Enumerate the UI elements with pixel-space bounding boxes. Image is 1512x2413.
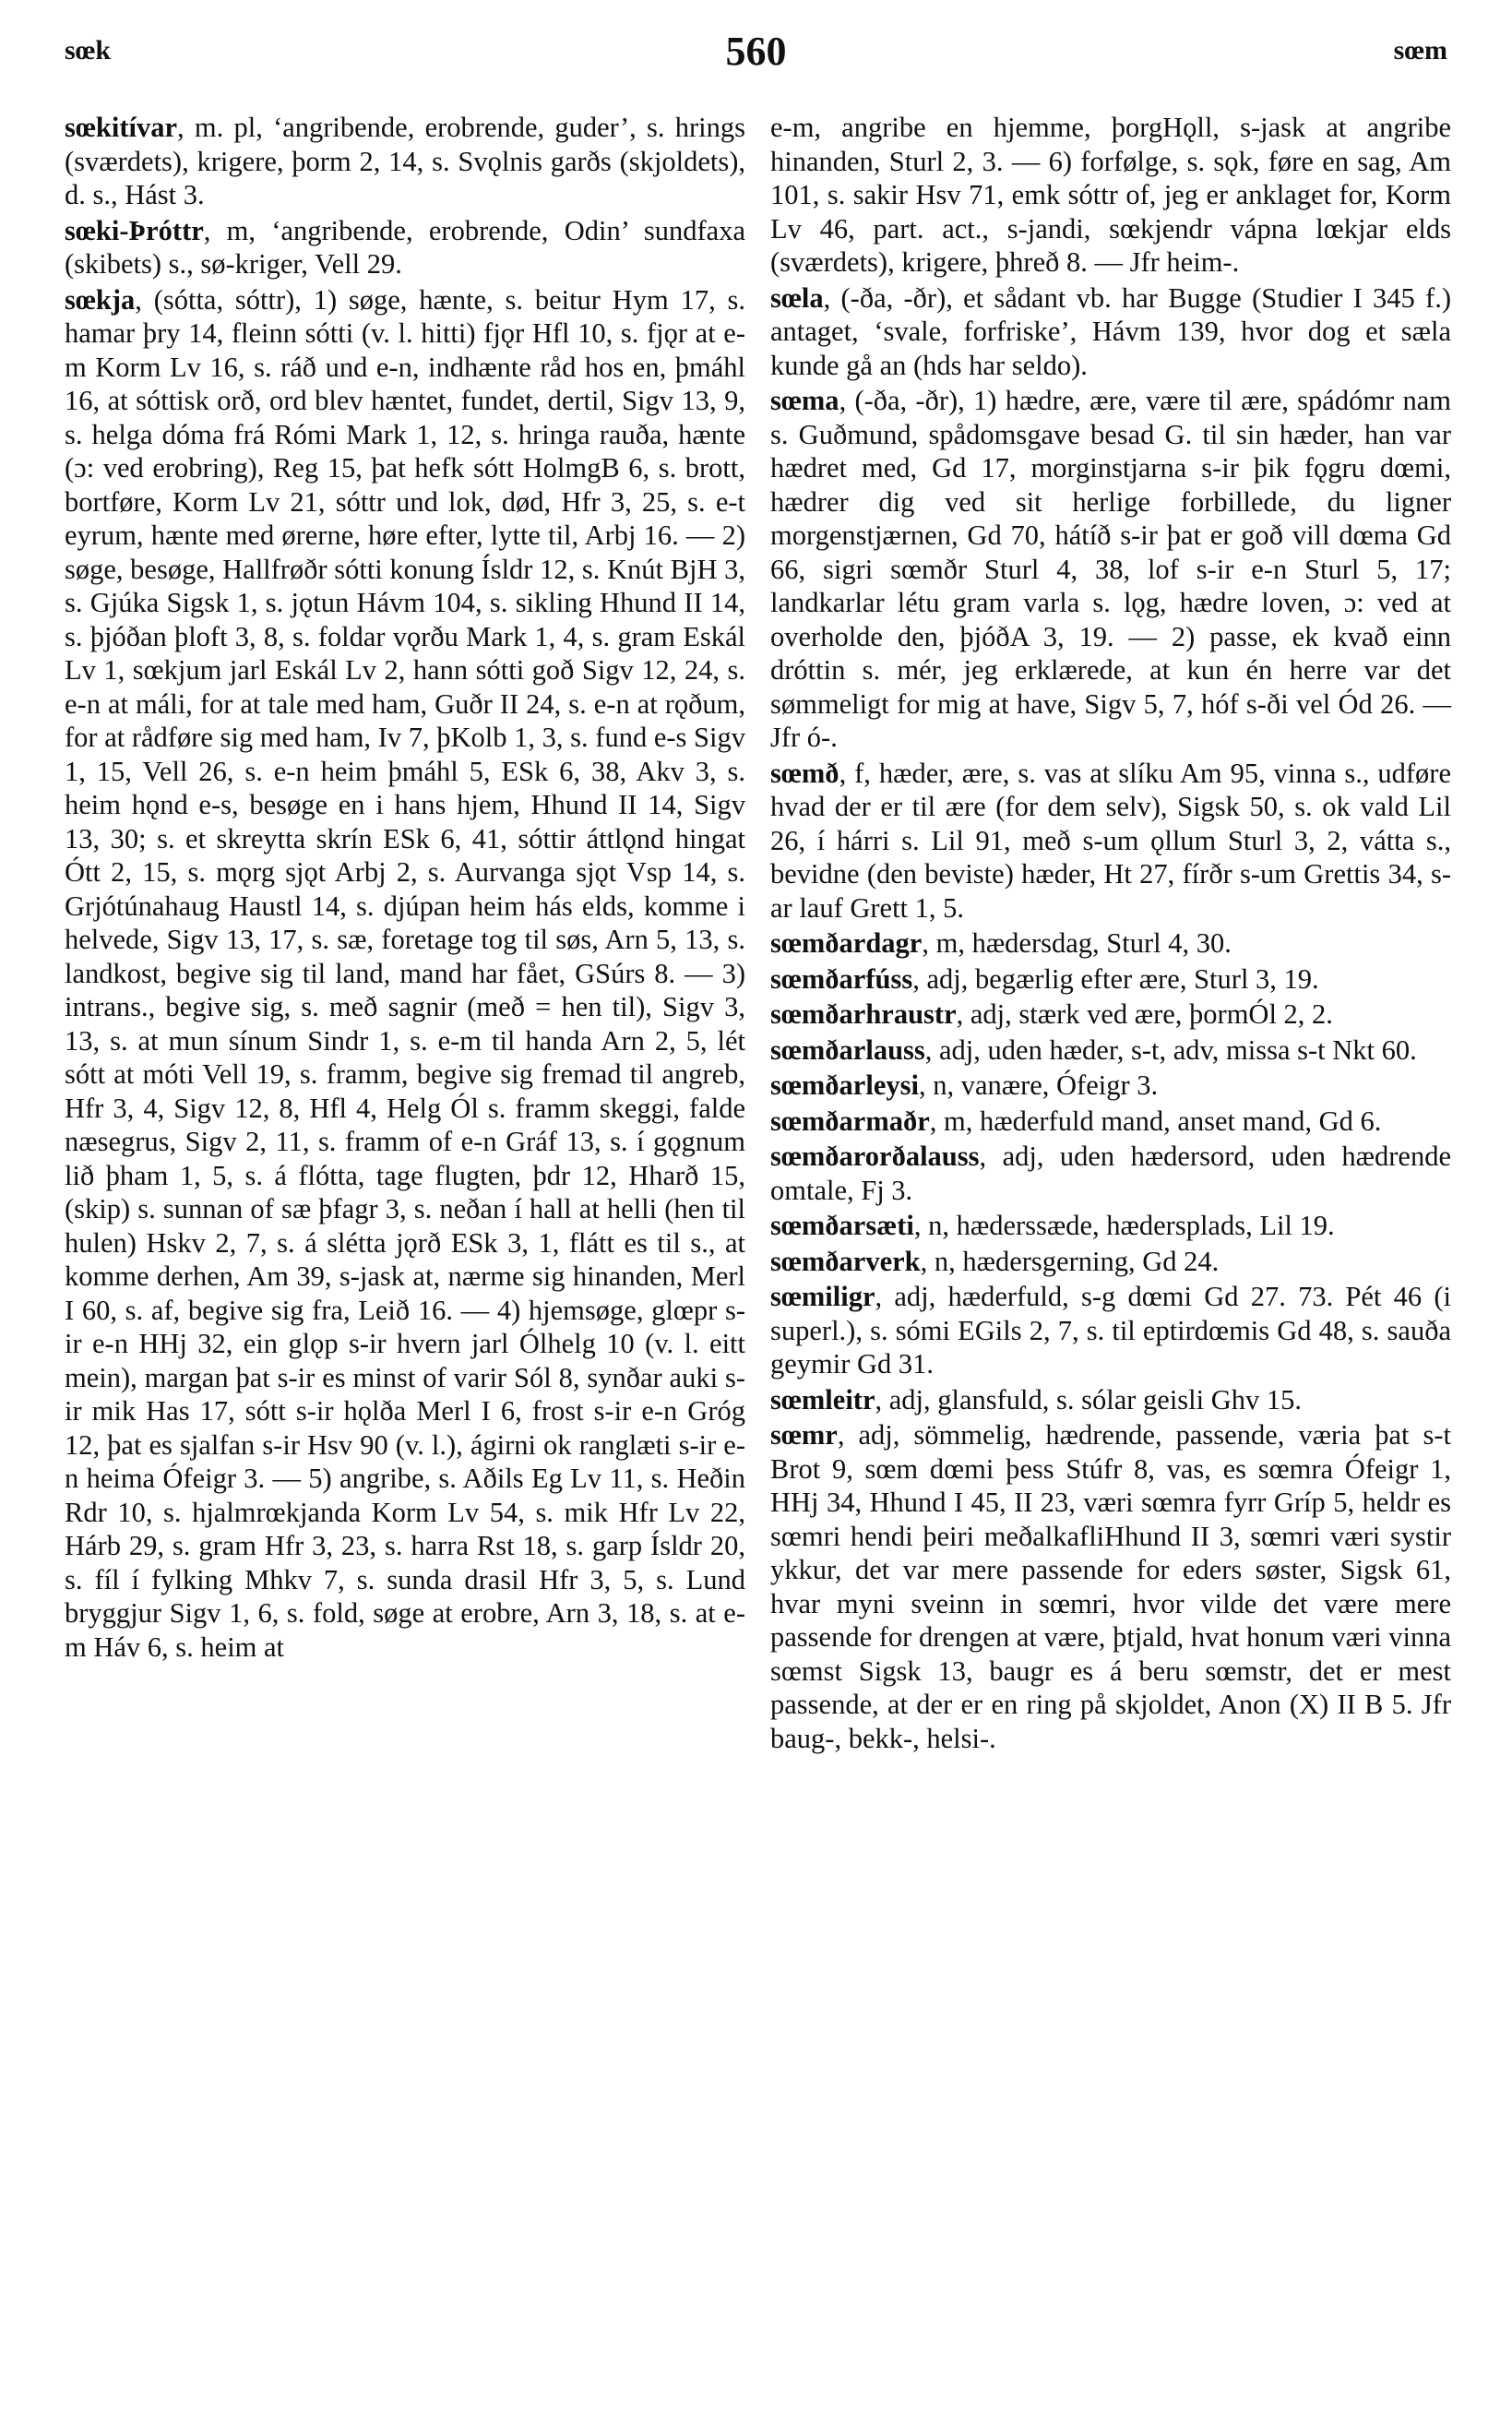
headword: sœmðarlauss: [770, 1033, 925, 1066]
dictionary-entry: [770, 1069, 1451, 1103]
entry-text: , adj, sömmelig, hædrende, passende, væria þat s-t Brot 9, sœm dœmi þess Stúfr 8, vas, es sœmra Ófeigr 1, HHj 34, Hhund I 45, II 23, væri sœmra fyrr Gríp 5, heldr es sœmri hendi þeiri meðalkafliHhund II 3, sœmri væri systir ykkur, det var mere passende for eders søster, Sigsk 61, hvar myni sveinn in sœmri, hvor vilde det være mere passende for drengen at være, þtjald, hvat honum væri vinna sœmst Sigsk 13, baugr es á beru sœmstr, det er mest passende, at der er en ring på skjoldet, Anon (X) II B 5. Jfr baug-, bekk-, helsi-.: [770, 1419, 1451, 1754]
headword: sœmð: [770, 757, 839, 789]
entry-text: , m. pl, ‘angribende, erobrende, guder’, s. hrings (sværdets), krigere, þorm 2, 14, s. Svǫlnis garðs (skjoldets), d. s., Hást 3.: [65, 112, 745, 210]
dictionary-entry: [770, 384, 1451, 755]
entry-text: , n, hædersgerning, Gd 24.: [920, 1245, 1220, 1277]
page-header: [65, 28, 1447, 83]
left-column: [65, 111, 745, 1666]
dictionary-entry: [770, 1280, 1451, 1381]
entry-text: , adj, uden hædersord, uden hædrende omtale, Fj 3.: [770, 1141, 1451, 1206]
entry-text: e-m, angribe en hjemme, þorgHǫll, s-jask at angribe hinanden, Sturl 2, 3. — 6) forfølge, s. sǫk, føre en sag, Am 101, s. sakir Hsv 71, emk sóttr of, jeg er anklaget for, Korm Lv 46, part. act., s-jandi, sœkjendr vápna lœkjar elds (sværdets), krigere, þhreð 8. — Jfr heim-.: [770, 112, 1451, 278]
headword: sœma: [770, 385, 839, 416]
dictionary-entry: [770, 962, 1451, 997]
headword: sœkja: [65, 283, 136, 316]
dictionary-entry: [65, 111, 745, 212]
entry-text: , adj, glansfuld, s. sólar geisli Ghv 15.: [875, 1383, 1303, 1416]
dictionary-entry: [770, 281, 1451, 383]
dictionary-entry: [770, 1245, 1451, 1279]
entry-text: , (-ða, -ðr), 1) hædre, ære, være til ære, spádómr nam s. Guðmund, spådomsgave besad G. til sin hæder, han var hædret med, Gd 17, morginstjarna s-ir þik fǫgru dœmi, hædrer dig ved sit herlige forbillede, du ligner morgenstjærnen, Gd 70, hátíð s-ir þat er goð vill dœma Gd 66, sigri sœmðr Sturl 4, 38, lof s-ir e-n Sturl 5, 17; landkarlar létu gram varla s. lǫg, hædre loven, ɔ: ved at overholde den, þjóðA 3, 19. — 2) passe, ek kvað einn dróttin s. mér, jeg erklærede, at kun én herre var det sømmeligt for mig at have, Sigv 5, 7, hóf s-ði vel Ód 26. — Jfr ó-.: [770, 385, 1451, 753]
headword: sœmðarverk: [770, 1245, 921, 1277]
entry-text: , adj, begærlig efter ære, Sturl 3, 19.: [912, 962, 1319, 995]
page-number: 560: [725, 29, 787, 74]
headword: sœmðardagr: [770, 927, 923, 959]
headword: sœmiligr: [770, 1281, 875, 1312]
headword: sœmr: [770, 1419, 838, 1451]
dictionary-entry: [770, 757, 1451, 926]
dictionary-entry: [770, 1033, 1451, 1068]
dictionary-entry: [770, 997, 1451, 1032]
headword: sœmðarorðalauss: [770, 1141, 980, 1172]
headword: sœki-Þróttr: [65, 214, 204, 246]
entry-text: , m, ‘angribende, erobrende, Odin’ sundfaxa (skibets) s., sø-kriger, Vell 29.: [65, 214, 745, 280]
right-guide-word: sœm: [1393, 35, 1447, 66]
dictionary-entry: [770, 1140, 1451, 1207]
dictionary-entry: [770, 926, 1451, 961]
dictionary-entry: [65, 214, 745, 281]
headword: sœmðarsæti: [770, 1210, 914, 1241]
headword: sœkitívar: [65, 112, 177, 143]
dictionary-entry: [770, 1383, 1451, 1417]
entry-text: , adj, uden hæder, s-t, adv, missa s-t Nkt 60.: [924, 1033, 1417, 1066]
dictionary-entry: [770, 1209, 1451, 1243]
entry-text: , n, hæderssæde, hædersplads, Lil 19.: [913, 1210, 1335, 1241]
dictionary-entry: [65, 283, 745, 1665]
dictionary-entry: [770, 111, 1451, 280]
headword: sœmðarleysi: [770, 1069, 919, 1101]
entry-text: , (-ða, -ðr), et sådant vb. har Bugge (Studier I 345 f.) antaget, ‘svale, forfriske’, Hávm 139, hvor dog et sæla kunde gå an (hds har seldo).: [770, 281, 1451, 381]
entry-text: , adj, hæderfuld, s-g dœmi Gd 27. 73. Pét 46 (i superl.), s. sómi EGils 2, 7, s. til eptirdœmis Gd 48, s. sauða geymir Gd 31.: [770, 1281, 1451, 1380]
entry-text: , m, hæderfuld mand, anset mand, Gd 6.: [929, 1105, 1382, 1137]
headword: sœmðarfúss: [770, 962, 913, 995]
entry-text: , m, hædersdag, Sturl 4, 30.: [922, 927, 1232, 959]
entry-text: , n, vanære, Ófeigr 3.: [918, 1069, 1159, 1101]
right-column: [770, 111, 1451, 1757]
entry-text: , adj, stærk ved ære, þormÓl 2, 2.: [956, 998, 1333, 1030]
left-guide-word: sœk: [65, 35, 112, 66]
dictionary-entry: [770, 1418, 1451, 1755]
entry-text: , (sótta, sóttr), 1) søge, hænte, s. beitur Hym 17, s. hamar þry 14, fleinn sótti (v. l. hitti) fjǫr Hfl 10, s. fjǫr at e-m Korm Lv 16, s. ráð und e-n, indhænte råd hos en, þmáhl 16, at sóttisk orð, ord blev hæntet, fundet, dertil, Sigv 13, 9, s. helga dóma frá Rómi Mark 1, 12, s. hringa rauða, hænte (ɔ: ved erobring), Reg 15, þat hefk sótt HolmgB 6, s. brott, bortføre, Korm Lv 21, sóttr und lok, død, Hfr 3, 25, s. e-t eyrum, hænte med ørerne, høre efter, lytte til, Arbj 16. — 2) søge, besøge, Hallfrøðr sótti konung Ísldr 12, s. Knút BjH 3, s. Gjúka Sigsk 1, s. jǫtun Hávm 104, s. sikling Hhund II 14, s. þjóðan þloft 3, 8, s. foldar vǫrðu Mark 1, 4, s. gram Eskál Lv 1, sœkjum jarl Eskál Lv 2, hann sótti goð Sigv 12, 24, s. e-n at máli, for at tale med ham, Guðr II 24, s. e-n at rǫðum, for at rådføre sig med ham, Iv 7, þKolb 1, 3, s. fund e-s Sigv 1, 15, Vell 26, s. e-n heim þmáhl 5, ESk 6, 38, Akv 3, s. heim hǫnd e-s, besøge en i hans hjem, Hhund II 14, Sigv 13, 30; s. et skreytta skrín ESk 6, 41, sóttir áttlǫnd hingat Ótt 2, 15, s. mǫrg sjǫt Arbj 2, s. Aurvanga sjǫt Vsp 14, s. Grjótúnahaug Haustl 14, s. djúpan heim hás elds, komme i helvede, Sigv 13, 17, s. sæ, foretage tog til søs, Arn 5, 13, s. landkost, begive sig til land, mand har fået, GSúrs 8. — 3) intrans., begive sig, s. með sagnir (með = hen til), Sigv 3, 13, s. at mun sínum Sindr 1, s. e-m til handa Arn 2, 5, lét sótt at móti Vell 19, s. framm, begive sig fremad til angreb, Hfr 3, 4, Sigv 12, 8, Hfl 4, Helg Ól s. framm skeggi, falde næsegrus, Sigv 2, 11, s. framm of e-n Gráf 13, s. í gǫgnum lið þham 1, 5, s. á flótta, tage flugten, þdr 12, Hharð 15, (skip) s. sunnan of sæ þfagr 3, s. neðan í hall at helli (hen til hulen) Hskv 2, 7, s. á slétta jǫrð ESk 3, 1, flátt es til s., at komme derhen, Am 39, s-jask at, nærme sig hinanden, Merl I 60, s. af, begive sig fra, Leið 16. — 4) hjemsøge, glœpr s-ir e-n HHj 32, ein glǫp s-ir hvern jarl Ólhelg 10 (v. l. eitt mein), margan þat s-ir es minst of varir Sól 8, synðar auki s-ir mik Has 17, sótt s-ir hǫlða Merl I 6, frost s-ir e-n Gróg 12, þat es sjalfan s-ir Hsv 90 (v. l.), ágirni ok ranglæti s-ir e-n heima Ófeigr 3. — 5) angribe, s. Aðils Eg Lv 11, s. Heðin Rdr 10, s. hjalmrœkjanda Korm Lv 54, s. mik Hfr Lv 22, Hárb 29, s. gram Hfr 3, 23, s. harra Rst 18, s. garp Ísldr 20, s. fíl í fylking Mhkv 7, s. sunda drasil Hfr 3, 5, s. Lund bryggjur Sigv 1, 6, s. fold, søge at erobre, Arn 3, 18, s. at e-m Háv 6, s. heim at: [65, 283, 745, 1663]
entry-text: , f, hæder, ære, s. vas at slíku Am 95, vinna s., udføre hvad der er til ære (for dem selv), Sigsk 50, s. ok vald Lil 26, í hárri s. Lil 91, með s-um ǫllum Sturl 3, 2, vátta s., bevidne (den beviste) hæder, Ht 27, fírðr s-um Grettis 34, s-ar lauf Grett 1, 5.: [770, 757, 1451, 924]
headword: sœmðarmaðr: [770, 1105, 930, 1137]
headword: sœla: [770, 281, 824, 314]
headword: sœmleitr: [770, 1383, 875, 1416]
dictionary-entry: [770, 1105, 1451, 1139]
headword: sœmðarhraustr: [770, 998, 957, 1030]
